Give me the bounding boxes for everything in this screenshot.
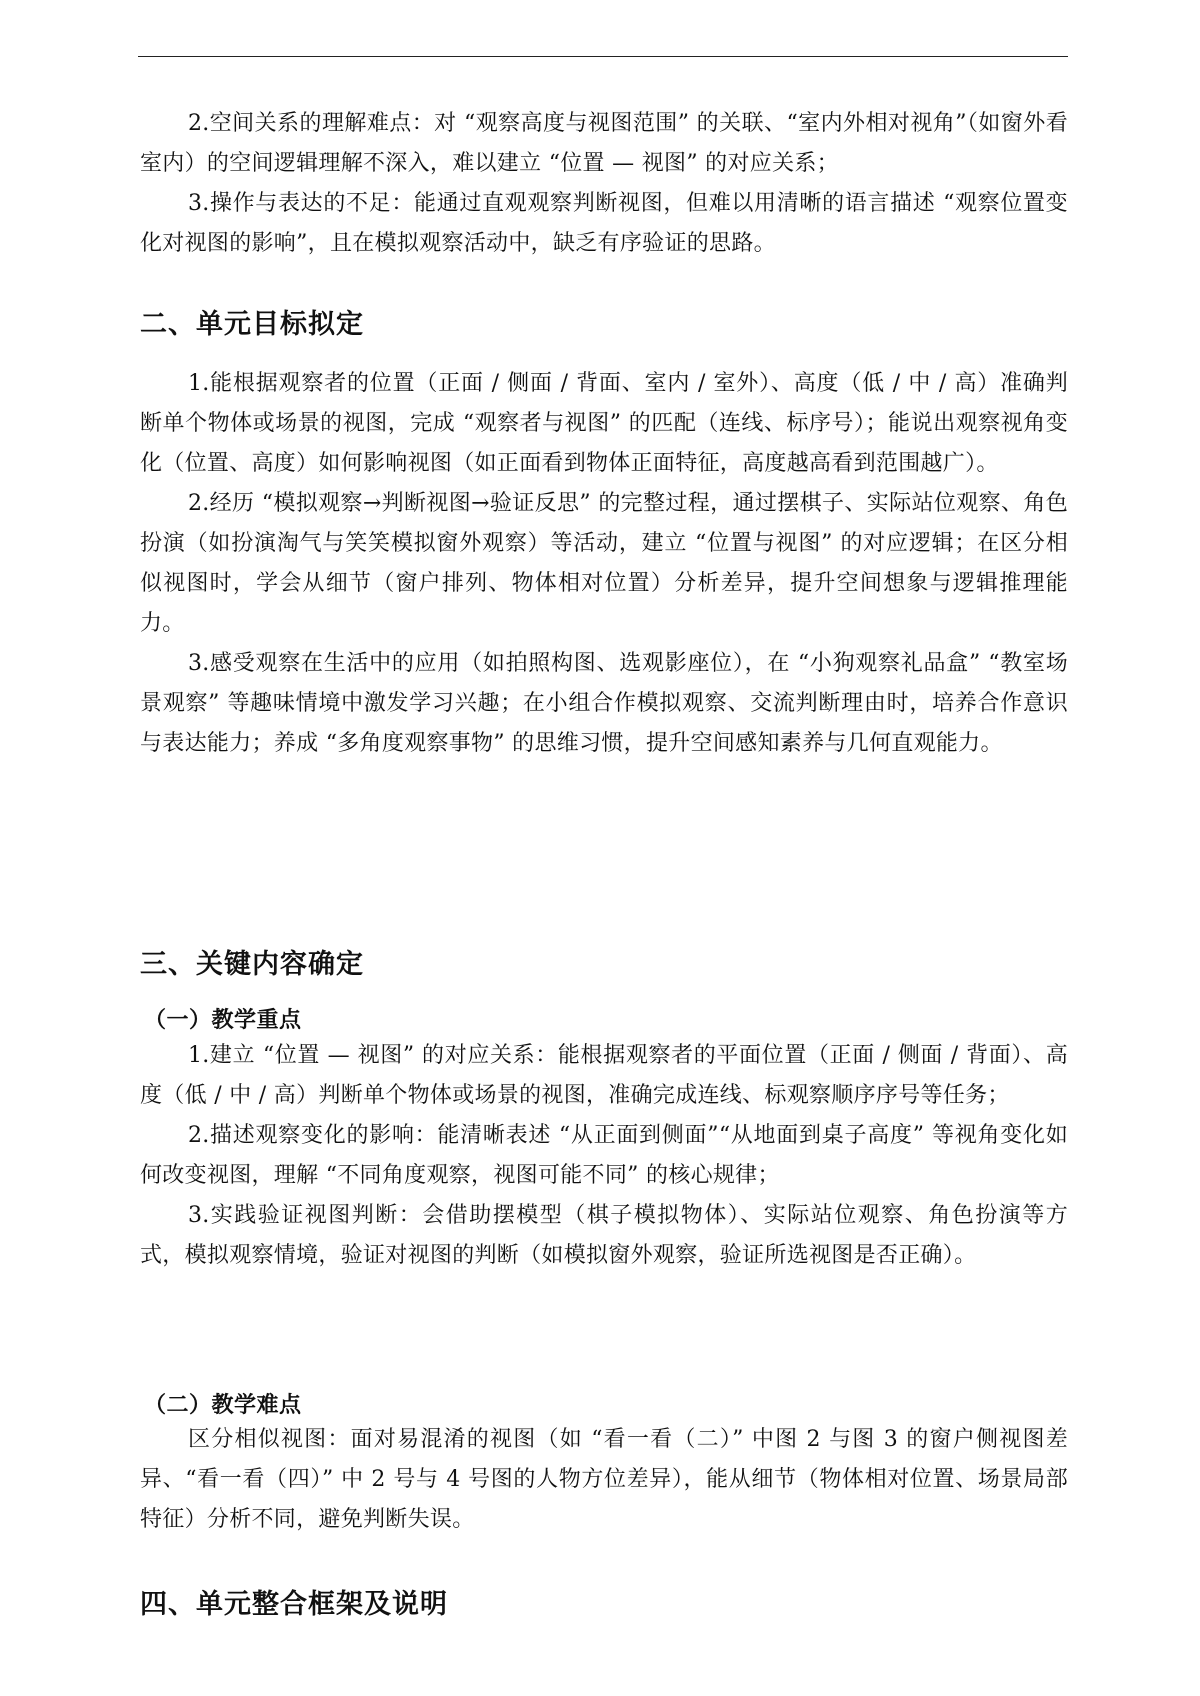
section-1-continuation bbox=[140, 104, 1068, 264]
subsection-heading: （二）教学难点 bbox=[144, 1393, 302, 1418]
paragraph: 2.空间关系的理解难点：对 “观察高度与视图范围” 的关联、“室内外相对视角”（如窗外看室内）的空间逻辑理解不深入，难以建立 “位置 — 视图” 的对应关系； bbox=[140, 111, 1068, 176]
paragraph: 2.经历 “模拟观察→判断视图→验证反思” 的完整过程，通过摆棋子、实际站位观察、角色扮演（如扮演淘气与笑笑模拟窗外观察）等活动，建立 “位置与视图” 的对应逻辑；在区分相似视图时，学会从细节（窗户排列、物体相对位置）分析差异，提升空间想象与逻辑推理能力。 bbox=[140, 491, 1068, 636]
paragraph: 3.感受观察在生活中的应用（如拍照构图、选观影座位），在 “小狗观察礼品盒” “教室场景观察” 等趣味情境中激发学习兴趣；在小组合作模拟观察、交流判断理由时，培养合作意识与表达能力；养成 “多角度观察事物” 的思维习惯，提升空间感知素养与几何直观能力。 bbox=[140, 651, 1068, 756]
section-2-body bbox=[140, 364, 1068, 764]
header-rule bbox=[138, 56, 1068, 57]
paragraph: 1.建立 “位置 — 视图” 的对应关系：能根据观察者的平面位置（正面 / 侧面 / 背面）、高度（低 / 中 / 高）判断单个物体或场景的视图，准确完成连线、标观察顺序序号等任务； bbox=[140, 1043, 1068, 1108]
paragraph: 3.操作与表达的不足：能通过直观观察判断视图，但难以用清晰的语言描述 “观察位置变化对视图的影响”，且在模拟观察活动中，缺乏有序验证的思路。 bbox=[140, 191, 1068, 256]
section-heading: 二、单元目标拟定 bbox=[140, 309, 364, 340]
paragraph: 2.描述观察变化的影响：能清晰表述 “从正面到侧面”“从地面到桌子高度” 等视角变化如何改变视图，理解 “不同角度观察，视图可能不同” 的核心规律； bbox=[140, 1123, 1068, 1188]
paragraph: 3.实践验证视图判断：会借助摆模型（棋子模拟物体）、实际站位观察、角色扮演等方式，模拟观察情境，验证对视图的判断（如模拟窗外观察，验证所选视图是否正确）。 bbox=[140, 1203, 1068, 1268]
teaching-difficulty-body bbox=[140, 1420, 1068, 1540]
section-heading: 四、单元整合框架及说明 bbox=[140, 1589, 448, 1620]
paragraph: 1.能根据观察者的位置（正面 / 侧面 / 背面、室内 / 室外）、高度（低 / 中 / 高）准确判断单个物体或场景的视图，完成 “观察者与视图” 的匹配（连线、标序号）；能说出观察视角变化（位置、高度）如何影响视图（如正面看到物体正面特征，高度越高看到范围越广）。 bbox=[140, 371, 1068, 476]
subsection-heading: （一）教学重点 bbox=[144, 1008, 302, 1033]
teaching-focus-body bbox=[140, 1036, 1068, 1276]
section-heading: 三、关键内容确定 bbox=[140, 949, 364, 980]
paragraph: 区分相似视图：面对易混淆的视图（如 “看一看（二）” 中图 2 与图 3 的窗户侧视图差异、“看一看（四）” 中 2 号与 4 号图的人物方位差异），能从细节（物体相对位置、场景局部特征）分析不同，避免判断失误。 bbox=[140, 1427, 1068, 1532]
